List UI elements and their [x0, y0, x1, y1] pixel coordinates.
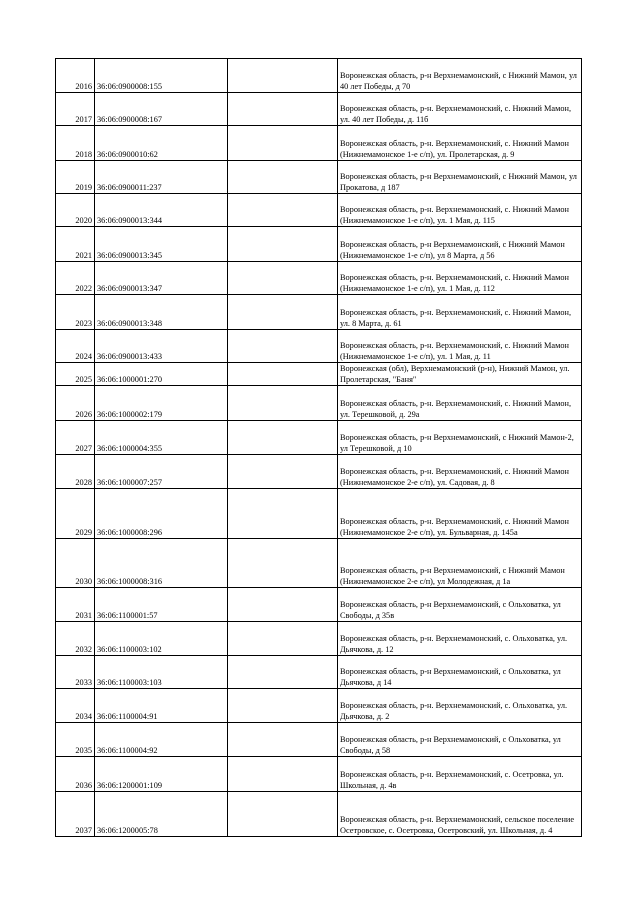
- address-cell: Воронежская область, р-н. Верхнемамонский, сельское поселение Осетровское, с. Осетровка, Осетровский, ул. Школьная, д. 4: [338, 792, 582, 837]
- table-row: [56, 757, 582, 792]
- table-row: [56, 93, 582, 126]
- table-row: [56, 689, 582, 723]
- empty-cell: [228, 489, 338, 539]
- cadastral-number-cell: 36:06:1000008:296: [95, 489, 228, 539]
- address-cell: Воронежская область, р-н. Верхнемамонский, с. Нижний Мамон, ул. Терешковой, д. 29а: [338, 386, 582, 421]
- cadastral-number-cell: 36:06:0900013:347: [95, 262, 228, 295]
- row-number-cell: 2019: [56, 161, 95, 194]
- row-number-cell: 2036: [56, 757, 95, 792]
- empty-cell: [228, 539, 338, 588]
- address-cell: Воронежская область, р-н. Верхнемамонский, с. Осетровка, ул. Школьная, д. 4в: [338, 757, 582, 792]
- empty-cell: [228, 93, 338, 126]
- row-number-cell: 2026: [56, 386, 95, 421]
- row-number-cell: 2035: [56, 723, 95, 757]
- cadastral-number-cell: 36:06:0900008:155: [95, 59, 228, 93]
- address-cell: Воронежская область, р-н. Верхнемамонский, с. Нижний Мамон (Нижнемамонское 1-е с/п), ул. Пролетарская, д. 9: [338, 126, 582, 161]
- cadastral-number-cell: 36:06:1000004:355: [95, 421, 228, 455]
- row-number-cell: 2034: [56, 689, 95, 723]
- empty-cell: [228, 588, 338, 622]
- table-row: [56, 792, 582, 837]
- table-row: [56, 227, 582, 262]
- empty-cell: [228, 59, 338, 93]
- cadastral-number-cell: 36:06:1200001:109: [95, 757, 228, 792]
- table-row: [56, 455, 582, 489]
- cadastral-number-cell: 36:06:0900013:433: [95, 330, 228, 363]
- address-cell: Воронежская область, р-н. Верхнемамонский, с. Нижний Мамон (Нижнемамонское 1-е с/п), ул. 1 Мая, д. 11: [338, 330, 582, 363]
- table-row: [56, 262, 582, 295]
- cadastral-number-cell: 36:06:0900013:348: [95, 295, 228, 330]
- empty-cell: [228, 792, 338, 837]
- cadastral-number-cell: 36:06:0900013:345: [95, 227, 228, 262]
- cadastral-number-cell: 36:06:0900011:237: [95, 161, 228, 194]
- address-cell: Воронежская область, р-н. Верхнемамонский, с. Нижний Мамон (Нижнемамонское 1-е с/п), ул. 1 Мая, д. 115: [338, 194, 582, 227]
- table-row: [56, 622, 582, 656]
- table-row: [56, 489, 582, 539]
- row-number-cell: 2033: [56, 656, 95, 689]
- empty-cell: [228, 194, 338, 227]
- address-cell: Воронежская область, р-н Верхнемамонский, с Ольховатка, ул Дьячкова, д 14: [338, 656, 582, 689]
- cadastral-number-cell: 36:06:1000002:179: [95, 386, 228, 421]
- empty-cell: [228, 295, 338, 330]
- table-row: [56, 330, 582, 363]
- address-cell: Воронежская область, р-н Верхнемамонский, с Ольховатка, ул Свободы, д 58: [338, 723, 582, 757]
- address-cell: Воронежская область, р-н. Верхнемамонский, с. Ольховатка, ул. Дьячкова, д. 12: [338, 622, 582, 656]
- cadastral-number-cell: 36:06:1200005:78: [95, 792, 228, 837]
- table-row: [56, 723, 582, 757]
- empty-cell: [228, 330, 338, 363]
- empty-cell: [228, 757, 338, 792]
- cadastral-number-cell: 36:06:1100004:92: [95, 723, 228, 757]
- row-number-cell: 2028: [56, 455, 95, 489]
- table-row: [56, 656, 582, 689]
- row-number-cell: 2023: [56, 295, 95, 330]
- row-number-cell: 2018: [56, 126, 95, 161]
- empty-cell: [228, 126, 338, 161]
- table-row: [56, 161, 582, 194]
- cadastral-number-cell: 36:06:1000007:257: [95, 455, 228, 489]
- cadastral-number-cell: 36:06:0900008:167: [95, 93, 228, 126]
- table-row: [56, 126, 582, 161]
- address-cell: Воронежская область, р-н. Верхнемамонский, с. Нижний Мамон (Нижнемамонское 2-е с/п), ул. Садовая, д. 8: [338, 455, 582, 489]
- address-cell: Воронежская область, р-н. Верхнемамонский, с. Нижний Мамон, ул. 8 Марта, д. 61: [338, 295, 582, 330]
- table-row: [56, 386, 582, 421]
- cadastral-number-cell: 36:06:0900010:62: [95, 126, 228, 161]
- register-table: [55, 58, 582, 837]
- cadastral-number-cell: 36:06:1100003:103: [95, 656, 228, 689]
- cadastral-number-cell: 36:06:1100004:91: [95, 689, 228, 723]
- address-cell: Воронежская область, р-н. Верхнемамонский, с. Нижний Мамон (Нижнемамонское 2-е с/п), ул. Бульварная, д. 145а: [338, 489, 582, 539]
- row-number-cell: 2032: [56, 622, 95, 656]
- row-number-cell: 2037: [56, 792, 95, 837]
- empty-cell: [228, 262, 338, 295]
- table-row: [56, 194, 582, 227]
- cadastral-number-cell: 36:06:1100001:57: [95, 588, 228, 622]
- empty-cell: [228, 656, 338, 689]
- row-number-cell: 2021: [56, 227, 95, 262]
- cadastral-number-cell: 36:06:1000008:316: [95, 539, 228, 588]
- empty-cell: [228, 689, 338, 723]
- row-number-cell: 2025: [56, 363, 95, 386]
- cadastral-number-cell: 36:06:1000001:270: [95, 363, 228, 386]
- table-row: [56, 59, 582, 93]
- address-cell: Воронежская область, р-н Верхнемамонский, с Нижний Мамон (Нижнемамонское 2-е с/п), ул Молодежная, д 1а: [338, 539, 582, 588]
- address-cell: Воронежская область, р-н Верхнемамонский, с Ольховатка, ул Свободы, д 35в: [338, 588, 582, 622]
- empty-cell: [228, 363, 338, 386]
- register-table-body: [56, 59, 582, 837]
- empty-cell: [228, 421, 338, 455]
- address-cell: Воронежская область, р-н Верхнемамонский, с Нижний Мамон-2, ул Терешковой, д 10: [338, 421, 582, 455]
- address-cell: Воронежская область, р-н. Верхнемамонский, с. Нижний Мамон (Нижнемамонское 1-е с/п), ул. 1 Мая, д. 112: [338, 262, 582, 295]
- empty-cell: [228, 622, 338, 656]
- row-number-cell: 2022: [56, 262, 95, 295]
- row-number-cell: 2020: [56, 194, 95, 227]
- address-cell: Воронежская область, р-н. Верхнемамонский, с. Нижний Мамон, ул. 40 лет Победы, д. 11б: [338, 93, 582, 126]
- empty-cell: [228, 161, 338, 194]
- row-number-cell: 2030: [56, 539, 95, 588]
- row-number-cell: 2031: [56, 588, 95, 622]
- address-cell: Воронежская область, р-н Верхнемамонский, с Нижний Мамон, ул Прокатова, д 187: [338, 161, 582, 194]
- table-row: [56, 295, 582, 330]
- table-row: [56, 421, 582, 455]
- table-row: [56, 363, 582, 386]
- empty-cell: [228, 455, 338, 489]
- table-row: [56, 588, 582, 622]
- address-cell: Воронежская область, р-н. Верхнемамонский, с. Ольховатка, ул. Дьячкова, д. 2: [338, 689, 582, 723]
- cadastral-number-cell: 36:06:0900013:344: [95, 194, 228, 227]
- address-cell: Воронежская (обл), Верхнемамонский (р-н), Нижний Мамон, ул. Пролетарская, "Баня": [338, 363, 582, 386]
- empty-cell: [228, 723, 338, 757]
- row-number-cell: 2017: [56, 93, 95, 126]
- address-cell: Воронежская область, р-н Верхнемамонский, с Нижний Мамон, ул 40 лет Победы, д 70: [338, 59, 582, 93]
- row-number-cell: 2029: [56, 489, 95, 539]
- table-row: [56, 539, 582, 588]
- cadastral-number-cell: 36:06:1100003:102: [95, 622, 228, 656]
- row-number-cell: 2024: [56, 330, 95, 363]
- empty-cell: [228, 386, 338, 421]
- row-number-cell: 2027: [56, 421, 95, 455]
- address-cell: Воронежская область, р-н Верхнемамонский, с Нижний Мамон (Нижнемамонское 1-е с/п), ул 8 Марта, д 56: [338, 227, 582, 262]
- empty-cell: [228, 227, 338, 262]
- row-number-cell: 2016: [56, 59, 95, 93]
